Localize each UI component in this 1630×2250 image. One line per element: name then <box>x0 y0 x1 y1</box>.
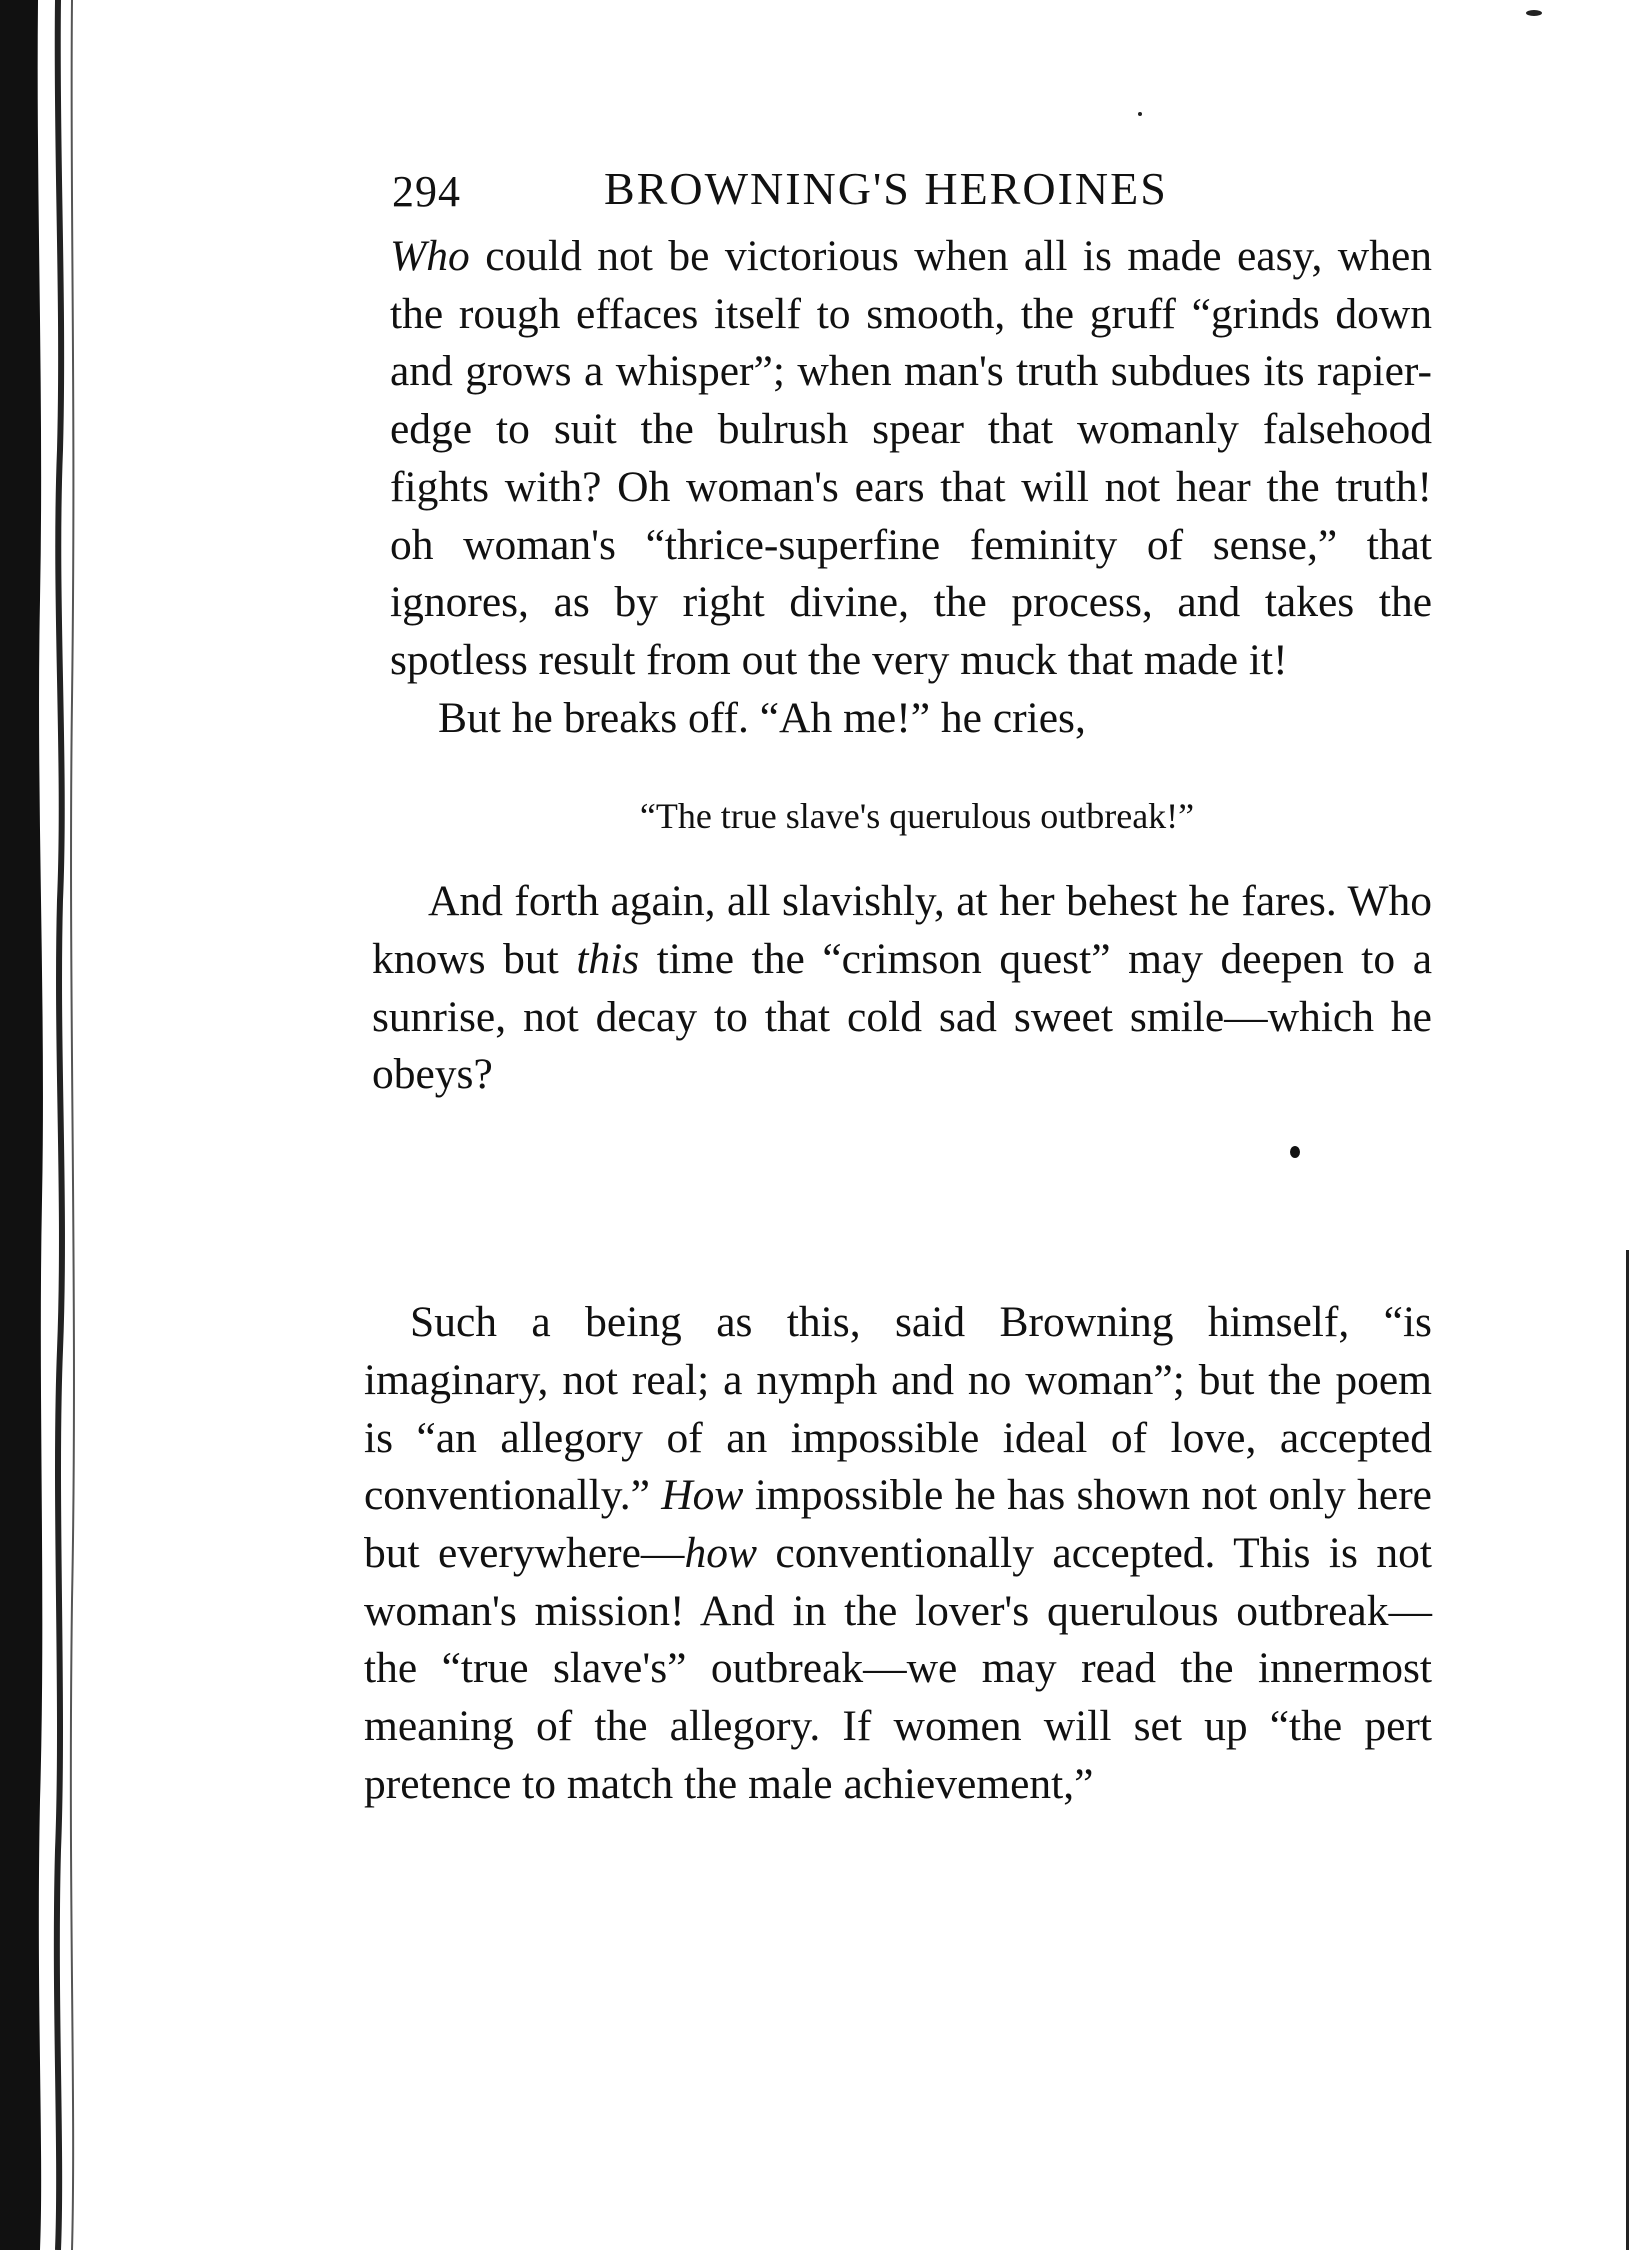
italic-word: Who <box>390 232 470 280</box>
paragraph-4 <box>364 1294 1432 1813</box>
scanned-binding-edge <box>0 0 90 2250</box>
paragraph-text: impossible he has shown not only here but everywhere— <box>364 1471 1432 1577</box>
paragraph-text: Such a being as this, said Browning himself, “is imaginary, not real; a nymph and no woman”; but the poem is “an allegory of an impossible ideal of love, accepted conventionally.” <box>364 1298 1432 1520</box>
italic-word: How <box>661 1471 744 1520</box>
page-number: 294 <box>392 167 461 216</box>
paragraph-text: could not be victorious when all is made easy, when the rough effaces itself to smooth, the gruff “grinds down and grows a whisper”; when man's truth subdues its rapier-edge to suit the bulrush spear that womanly falsehood fights with? Oh woman's ears that will not hear the truth! oh woman's “thrice-superfine feminity of sense,” that ignores, as by right divine, the process, and takes the spotless result from out the very muck that made it! <box>390 232 1432 684</box>
scan-speck <box>1526 10 1542 16</box>
book-page <box>364 160 1432 1813</box>
running-head <box>372 160 1432 226</box>
paragraph-text: conventionally accepted. This is not woman's mission! And in the lover's querulous outbreak—the “true slave's” outbreak—we may read the innermost meaning of the allegory. If women will set up “the pert pretence to match the male achievement,” <box>364 1528 1432 1808</box>
paragraph-2: But he breaks off. “Ah me!” he cries, <box>438 693 1086 742</box>
paragraph-text: time the “crimson quest” may deepen to a sunrise, not decay to that cold sad sweet smile—which he obeys? <box>372 935 1432 1099</box>
paragraph-text: And forth again, all slavishly, at her behest he fares. Who knows but <box>372 877 1432 984</box>
italic-word: how <box>684 1528 757 1577</box>
scanned-edge-rule <box>1626 1250 1629 2250</box>
scan-speck <box>1138 112 1142 116</box>
italic-word: this <box>576 935 640 984</box>
section-break <box>372 1104 1432 1294</box>
paragraph-3 <box>372 873 1432 1104</box>
block-quote: “The true slave's querulous outbreak!” <box>639 796 1195 837</box>
section-dot-ornament <box>1290 1146 1300 1158</box>
paragraph-1 <box>372 228 1432 690</box>
running-title: BROWNING'S HEROINES <box>604 163 1168 214</box>
